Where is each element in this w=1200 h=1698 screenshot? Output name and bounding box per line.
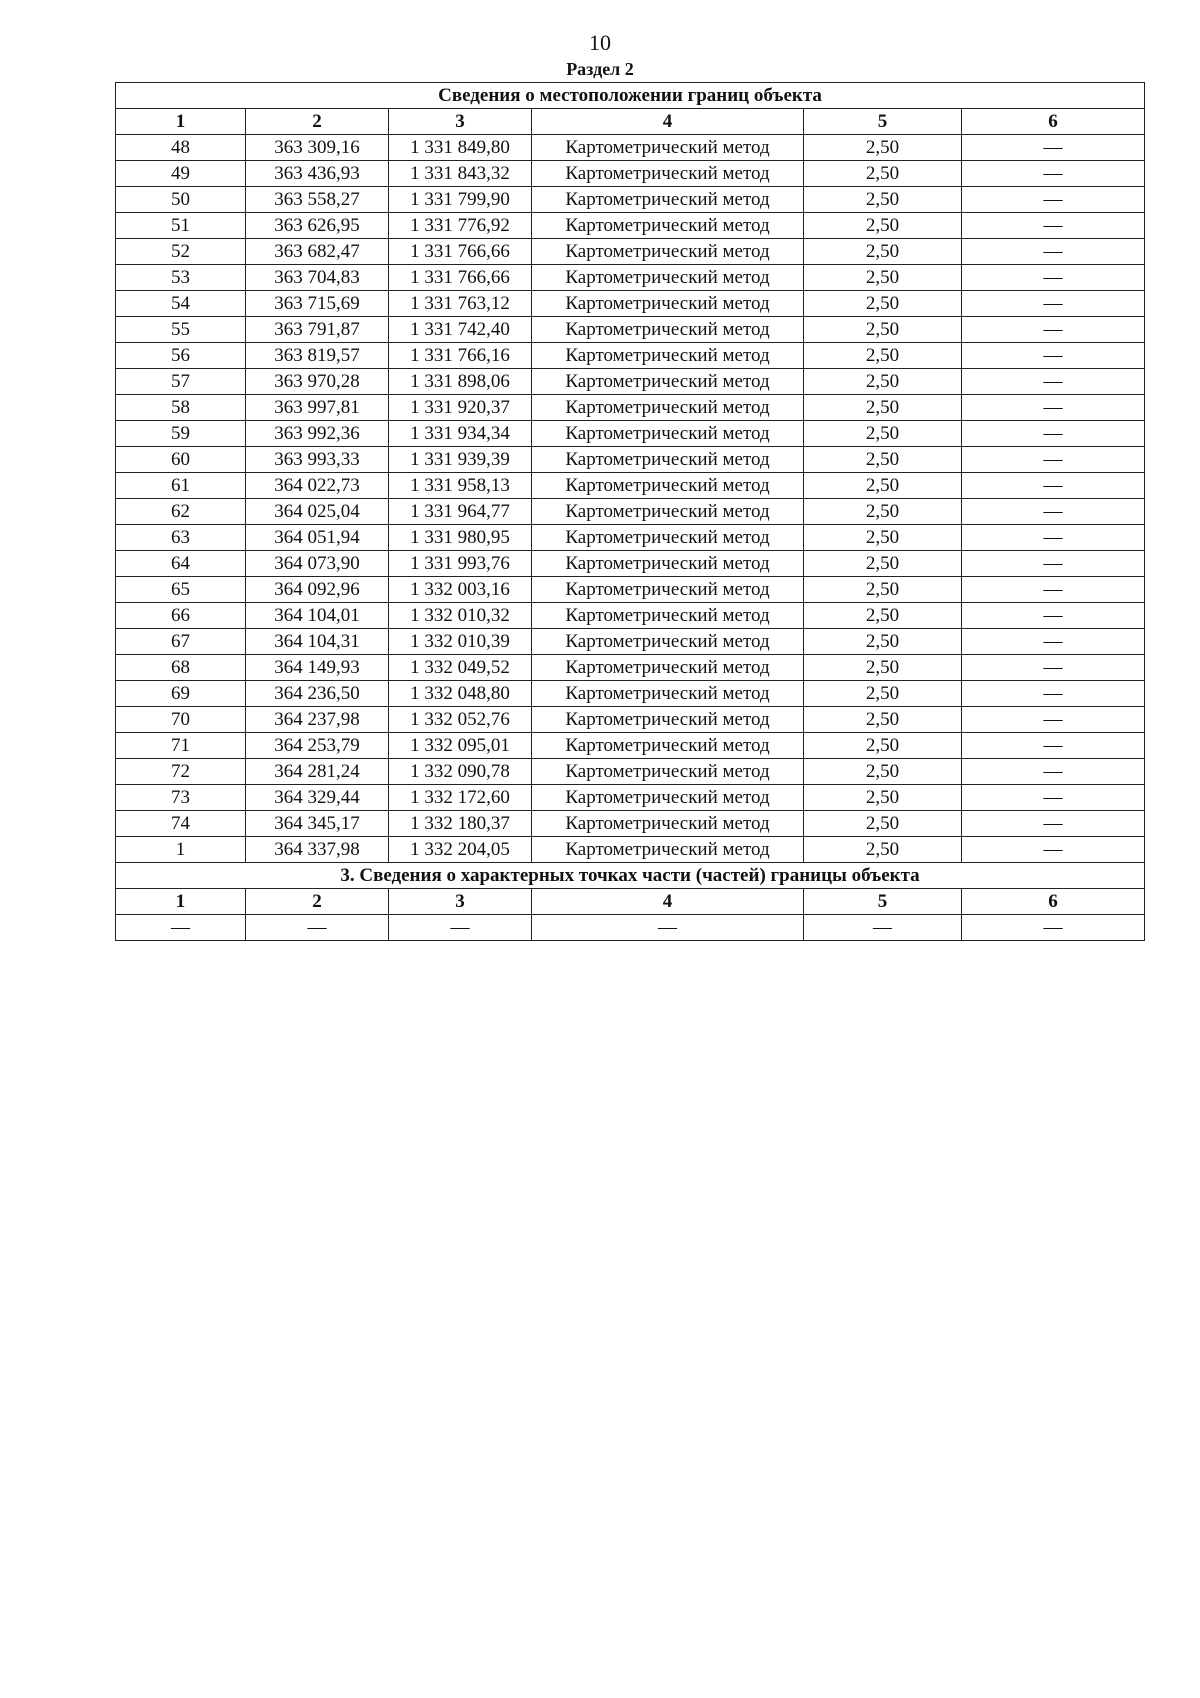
table-cell: 1 331 763,12 [389, 291, 532, 317]
table2-body [116, 915, 1145, 941]
table-cell: Картометрический метод [532, 395, 804, 421]
table-cell: 1 332 049,52 [389, 655, 532, 681]
table-cell: — [962, 525, 1145, 551]
table-cell: 72 [116, 759, 246, 785]
table2-header-cell: 1 [116, 889, 246, 915]
table-cell: 73 [116, 785, 246, 811]
table-cell: 2,50 [804, 837, 962, 863]
table-cell: 1 331 799,90 [389, 187, 532, 213]
table-cell: 2,50 [804, 239, 962, 265]
table1-header-cell: 5 [804, 109, 962, 135]
table-cell: 1 331 843,32 [389, 161, 532, 187]
table-cell: — [962, 785, 1145, 811]
table-cell: — [962, 291, 1145, 317]
table-cell: 363 558,27 [246, 187, 389, 213]
table-cell: Картометрический метод [532, 655, 804, 681]
table-cell: Картометрический метод [532, 759, 804, 785]
table-cell: 364 022,73 [246, 473, 389, 499]
table-cell: 2,50 [804, 577, 962, 603]
table-cell: 364 104,01 [246, 603, 389, 629]
table-cell: 363 626,95 [246, 213, 389, 239]
table-cell: 363 309,16 [246, 135, 389, 161]
table1-caption: Сведения о местоположении границ объекта [116, 83, 1145, 109]
table-cell: — [389, 915, 532, 941]
table-cell: — [804, 915, 962, 941]
table-row [116, 629, 1145, 655]
table-cell: 2,50 [804, 473, 962, 499]
table-row [116, 265, 1145, 291]
table-cell: 2,50 [804, 317, 962, 343]
table-cell: 1 332 180,37 [389, 811, 532, 837]
table-cell: 71 [116, 733, 246, 759]
table-cell: 2,50 [804, 785, 962, 811]
table-cell: Картометрический метод [532, 473, 804, 499]
table2-header-cell: 5 [804, 889, 962, 915]
table-cell: 1 332 010,39 [389, 629, 532, 655]
table-row [116, 577, 1145, 603]
table-cell: 52 [116, 239, 246, 265]
table-cell: 1 332 095,01 [389, 733, 532, 759]
table-cell: 70 [116, 707, 246, 733]
table-cell: Картометрический метод [532, 837, 804, 863]
table-cell: Картометрический метод [532, 161, 804, 187]
table-cell: — [962, 317, 1145, 343]
table-cell: Картометрический метод [532, 525, 804, 551]
table-cell: Картометрический метод [532, 317, 804, 343]
table-row [116, 369, 1145, 395]
table-cell: 62 [116, 499, 246, 525]
table-cell: 2,50 [804, 551, 962, 577]
table-cell: 363 791,87 [246, 317, 389, 343]
table-cell: 2,50 [804, 161, 962, 187]
table-cell: 1 331 958,13 [389, 473, 532, 499]
table-cell: Картометрический метод [532, 629, 804, 655]
table-cell: 364 149,93 [246, 655, 389, 681]
table-row [116, 681, 1145, 707]
table-cell: 1 331 934,34 [389, 421, 532, 447]
table-row [116, 473, 1145, 499]
table-cell: Картометрический метод [532, 499, 804, 525]
table-cell: 2,50 [804, 525, 962, 551]
table-cell: 54 [116, 291, 246, 317]
table-cell: Картометрический метод [532, 707, 804, 733]
table-row [116, 213, 1145, 239]
table-row [116, 759, 1145, 785]
table-cell: 63 [116, 525, 246, 551]
table-cell: Картометрический метод [532, 421, 804, 447]
table-cell: 1 332 010,32 [389, 603, 532, 629]
table-cell: 1 332 172,60 [389, 785, 532, 811]
table-row [116, 551, 1145, 577]
table-cell: 2,50 [804, 395, 962, 421]
table-cell: — [962, 187, 1145, 213]
table-cell: 2,50 [804, 187, 962, 213]
table-cell: 2,50 [804, 291, 962, 317]
table-row [116, 239, 1145, 265]
table-cell: — [962, 421, 1145, 447]
table-cell: 363 970,28 [246, 369, 389, 395]
table-cell: 1 331 766,66 [389, 265, 532, 291]
table-cell: — [962, 733, 1145, 759]
table-cell: 2,50 [804, 681, 962, 707]
table-cell: 1 331 939,39 [389, 447, 532, 473]
table-cell: 57 [116, 369, 246, 395]
table-row [116, 811, 1145, 837]
table-cell: 1 331 898,06 [389, 369, 532, 395]
section-title: Раздел 2 [566, 59, 634, 79]
table-cell: 363 992,36 [246, 421, 389, 447]
table2-caption-row [116, 863, 1145, 889]
table-cell: 2,50 [804, 421, 962, 447]
table-cell: — [962, 473, 1145, 499]
table-row [116, 525, 1145, 551]
table-cell: Картометрический метод [532, 785, 804, 811]
table-cell: 1 332 052,76 [389, 707, 532, 733]
table-cell: 364 281,24 [246, 759, 389, 785]
table-cell: 1 331 776,92 [389, 213, 532, 239]
table-cell: 50 [116, 187, 246, 213]
table-cell: 2,50 [804, 629, 962, 655]
table-cell: Картометрический метод [532, 291, 804, 317]
table-cell: 2,50 [804, 213, 962, 239]
table-cell: — [246, 915, 389, 941]
table2-header-cell: 6 [962, 889, 1145, 915]
table-cell: — [962, 577, 1145, 603]
table-cell: 53 [116, 265, 246, 291]
table-row [116, 187, 1145, 213]
page-number: 10 [589, 30, 611, 55]
table-cell: — [962, 629, 1145, 655]
table-cell: — [116, 915, 246, 941]
table-row [116, 317, 1145, 343]
table-cell: Картометрический метод [532, 577, 804, 603]
table-cell: — [962, 161, 1145, 187]
table2-header-cell: 2 [246, 889, 389, 915]
table-cell: 1 331 849,80 [389, 135, 532, 161]
table-cell: Картометрический метод [532, 551, 804, 577]
table-cell: 364 051,94 [246, 525, 389, 551]
table-cell: Картометрический метод [532, 187, 804, 213]
table-cell: 1 [116, 837, 246, 863]
table-cell: 2,50 [804, 811, 962, 837]
table-cell: — [962, 707, 1145, 733]
table-cell: 1 331 993,76 [389, 551, 532, 577]
table-cell: 363 819,57 [246, 343, 389, 369]
table-cell: 2,50 [804, 655, 962, 681]
table-cell: — [962, 343, 1145, 369]
table1-body [116, 135, 1145, 863]
table-cell: 56 [116, 343, 246, 369]
table-cell: — [962, 369, 1145, 395]
table-cell: 2,50 [804, 135, 962, 161]
table-cell: 1 331 920,37 [389, 395, 532, 421]
table-cell: 364 236,50 [246, 681, 389, 707]
table-cell: — [962, 915, 1145, 941]
table-cell: 364 329,44 [246, 785, 389, 811]
table-cell: 1 331 964,77 [389, 499, 532, 525]
table1-header-row [116, 109, 1145, 135]
table-cell: 2,50 [804, 499, 962, 525]
table-cell: — [962, 811, 1145, 837]
table-cell: 67 [116, 629, 246, 655]
table-cell: 363 682,47 [246, 239, 389, 265]
table-row [116, 499, 1145, 525]
table-cell: 2,50 [804, 603, 962, 629]
table-cell: Картометрический метод [532, 447, 804, 473]
table-row [116, 291, 1145, 317]
table-cell: 65 [116, 577, 246, 603]
table-cell: — [962, 239, 1145, 265]
table-cell: — [962, 603, 1145, 629]
table-cell: 363 704,83 [246, 265, 389, 291]
table-cell: Картометрический метод [532, 135, 804, 161]
table-cell: — [962, 837, 1145, 863]
table-row [116, 395, 1145, 421]
table-cell: 1 331 742,40 [389, 317, 532, 343]
table2-header-row [116, 889, 1145, 915]
table-cell: 64 [116, 551, 246, 577]
table-row [116, 655, 1145, 681]
table-row [116, 707, 1145, 733]
table-cell: 69 [116, 681, 246, 707]
table-row [116, 915, 1145, 941]
table-cell: — [532, 915, 804, 941]
table-cell: 364 253,79 [246, 733, 389, 759]
table-cell: 364 092,96 [246, 577, 389, 603]
table-cell: — [962, 447, 1145, 473]
table-row [116, 603, 1145, 629]
table-cell: 49 [116, 161, 246, 187]
table-cell: 68 [116, 655, 246, 681]
table-row [116, 161, 1145, 187]
table-cell: 1 331 980,95 [389, 525, 532, 551]
table-cell: 48 [116, 135, 246, 161]
table-cell: 1 332 204,05 [389, 837, 532, 863]
table-cell: Картометрический метод [532, 213, 804, 239]
table-cell: — [962, 551, 1145, 577]
table-cell: — [962, 265, 1145, 291]
table-cell: 61 [116, 473, 246, 499]
table-cell: Картометрический метод [532, 239, 804, 265]
table-cell: Картометрический метод [532, 265, 804, 291]
table-cell: 363 436,93 [246, 161, 389, 187]
table-cell: — [962, 213, 1145, 239]
table-row [116, 135, 1145, 161]
boundary-table [115, 82, 1145, 941]
table-cell: — [962, 681, 1145, 707]
table2-header-cell: 3 [389, 889, 532, 915]
table-cell: Картометрический метод [532, 811, 804, 837]
table-row [116, 837, 1145, 863]
table-cell: Картометрический метод [532, 369, 804, 395]
table-cell: — [962, 655, 1145, 681]
table-row [116, 785, 1145, 811]
table-cell: 364 104,31 [246, 629, 389, 655]
table-row [116, 447, 1145, 473]
table-cell: — [962, 135, 1145, 161]
table-cell: 2,50 [804, 369, 962, 395]
table-cell: 66 [116, 603, 246, 629]
table-cell: — [962, 499, 1145, 525]
table-cell: — [962, 395, 1145, 421]
table-cell: 363 993,33 [246, 447, 389, 473]
table-cell: Картометрический метод [532, 343, 804, 369]
table-cell: 1 331 766,66 [389, 239, 532, 265]
table1-header-cell: 3 [389, 109, 532, 135]
table-cell: Картометрический метод [532, 603, 804, 629]
table-row [116, 343, 1145, 369]
table1-header-cell: 4 [532, 109, 804, 135]
table-cell: 364 237,98 [246, 707, 389, 733]
table-cell: 1 332 090,78 [389, 759, 532, 785]
table-cell: 1 332 003,16 [389, 577, 532, 603]
table-cell: 59 [116, 421, 246, 447]
table-cell: 2,50 [804, 447, 962, 473]
table-cell: 51 [116, 213, 246, 239]
table-cell: 364 345,17 [246, 811, 389, 837]
table-cell: 2,50 [804, 707, 962, 733]
table-cell: 55 [116, 317, 246, 343]
table-cell: Картометрический метод [532, 733, 804, 759]
table-row [116, 733, 1145, 759]
table-cell: 2,50 [804, 343, 962, 369]
table1-header-cell: 2 [246, 109, 389, 135]
table-cell: 1 332 048,80 [389, 681, 532, 707]
table-cell: — [962, 759, 1145, 785]
table-cell: 58 [116, 395, 246, 421]
table-cell: 74 [116, 811, 246, 837]
table2-header-cell: 4 [532, 889, 804, 915]
table-cell: 60 [116, 447, 246, 473]
table2-caption: 3. Сведения о характерных точках части (частей) границы объекта [116, 863, 1145, 889]
table1-caption-row [116, 83, 1145, 109]
table-cell: 363 997,81 [246, 395, 389, 421]
table-cell: 364 073,90 [246, 551, 389, 577]
table-cell: 363 715,69 [246, 291, 389, 317]
table-cell: 1 331 766,16 [389, 343, 532, 369]
table-cell: Картометрический метод [532, 681, 804, 707]
table-cell: 2,50 [804, 733, 962, 759]
table-row [116, 421, 1145, 447]
table-cell: 2,50 [804, 759, 962, 785]
table-cell: 364 337,98 [246, 837, 389, 863]
table1-header-cell: 6 [962, 109, 1145, 135]
table1-header-cell: 1 [116, 109, 246, 135]
table-cell: 364 025,04 [246, 499, 389, 525]
table-cell: 2,50 [804, 265, 962, 291]
